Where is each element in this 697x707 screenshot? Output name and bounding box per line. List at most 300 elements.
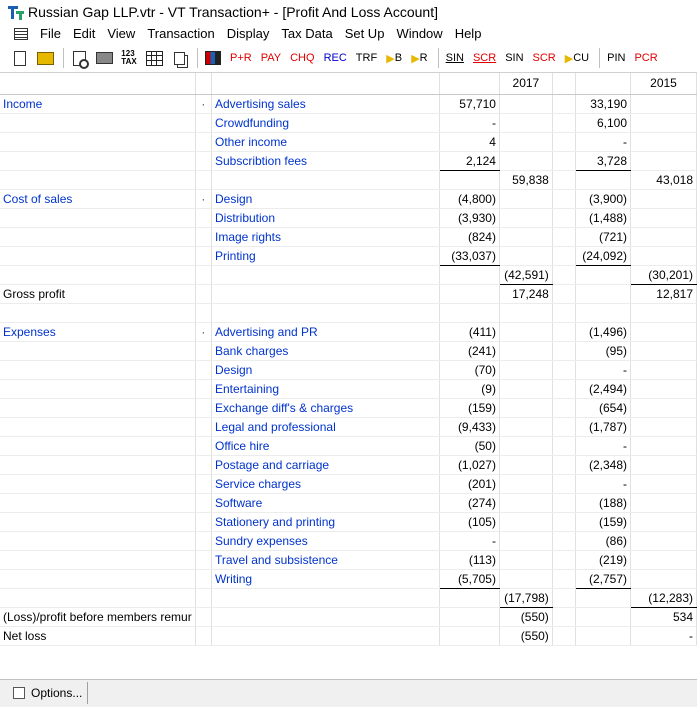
header-blank — [195, 73, 211, 94]
prior-value-detail — [575, 284, 630, 303]
transfer-button[interactable]: TRF — [355, 52, 378, 64]
account-name — [211, 265, 439, 284]
menu-edit[interactable]: Edit — [72, 26, 96, 41]
prior-value-detail: (2,348) — [575, 455, 630, 474]
section-label — [0, 455, 195, 474]
expand-marker: · — [195, 322, 211, 341]
table-row[interactable] — [0, 151, 697, 170]
current-value-detail: (411) — [440, 322, 500, 341]
current-value-total — [499, 493, 552, 512]
prior-value-total — [631, 512, 697, 531]
current-value-detail: (105) — [440, 512, 500, 531]
prior-value-detail: (219) — [575, 550, 630, 569]
tax-button[interactable] — [118, 47, 140, 69]
prior-value-detail: (1,496) — [575, 322, 630, 341]
header-blank — [0, 73, 195, 94]
current-value-total — [499, 436, 552, 455]
account-name[interactable]: Entertaining — [211, 379, 439, 398]
menu-view[interactable]: View — [107, 26, 136, 41]
toolbar-separator — [599, 48, 600, 68]
current-value-detail: (9) — [440, 379, 500, 398]
account-name[interactable]: Bank charges — [211, 341, 439, 360]
menu-help[interactable]: Help — [454, 26, 482, 41]
current-value-detail: (274) — [440, 493, 500, 512]
sales-credit-u-button[interactable]: SCR — [472, 52, 497, 64]
new-document-button[interactable] — [9, 47, 31, 69]
expand-marker — [195, 246, 211, 265]
expand-marker — [195, 227, 211, 246]
account-name — [211, 170, 439, 189]
prior-value-total — [631, 94, 697, 113]
app-logo-icon — [8, 4, 24, 20]
spacer-cell — [552, 626, 575, 645]
toolbar — [0, 44, 697, 73]
spacer-cell — [552, 341, 575, 360]
current-value-detail — [440, 607, 500, 626]
prior-value-total: (12,283) — [631, 588, 697, 607]
spacer-cell — [552, 512, 575, 531]
current-value-detail: (9,433) — [440, 417, 500, 436]
current-value-detail: (159) — [440, 398, 500, 417]
current-value-detail — [440, 626, 500, 645]
table-row[interactable] — [0, 227, 697, 246]
cheque-button[interactable]: CHQ — [290, 52, 315, 64]
prior-value-total — [631, 227, 697, 246]
table-row[interactable] — [0, 398, 697, 417]
current-value-total — [499, 550, 552, 569]
prior-value-total — [631, 474, 697, 493]
account-name[interactable]: Advertising sales — [211, 94, 439, 113]
section-label — [0, 550, 195, 569]
prior-value-detail — [575, 170, 630, 189]
section-label — [0, 113, 195, 132]
expand-marker — [195, 132, 211, 151]
current-value-total — [499, 132, 552, 151]
prior-value-total — [631, 303, 697, 322]
section-label — [0, 474, 195, 493]
expand-marker — [195, 493, 211, 512]
tax-icon: 123 TAX — [121, 49, 137, 66]
section-label — [0, 493, 195, 512]
customer-folder-icon: ▶ — [564, 52, 574, 65]
prior-value-total — [631, 132, 697, 151]
prior-value-detail: 33,190 — [575, 94, 630, 113]
spacer-cell — [552, 379, 575, 398]
account-name[interactable]: Advertising and PR — [211, 322, 439, 341]
prior-value-detail: (1,488) — [575, 208, 630, 227]
spacer-cell — [552, 246, 575, 265]
section-label — [0, 569, 195, 588]
copy-icon — [174, 52, 185, 65]
table-row[interactable] — [0, 550, 697, 569]
document-menu-icon[interactable] — [14, 28, 28, 40]
table-row[interactable] — [0, 246, 697, 265]
expand-marker — [195, 265, 211, 284]
prior-value-detail: 6,100 — [575, 113, 630, 132]
table-row[interactable] — [0, 265, 697, 284]
spacer-cell — [552, 170, 575, 189]
section-label — [0, 531, 195, 550]
options-button[interactable] — [3, 682, 88, 704]
table-row[interactable] — [0, 531, 697, 550]
table-row[interactable] — [0, 341, 697, 360]
menu-bar — [0, 24, 697, 43]
spacer-cell — [552, 455, 575, 474]
table-row[interactable] — [0, 512, 697, 531]
current-value-detail — [440, 588, 500, 607]
table-row[interactable] — [0, 132, 697, 151]
expand-marker — [195, 474, 211, 493]
current-value-total — [499, 227, 552, 246]
spacer-cell — [552, 189, 575, 208]
print-preview-icon — [73, 51, 86, 66]
table-row[interactable] — [0, 303, 697, 322]
prior-value-total — [631, 208, 697, 227]
current-value-total — [499, 474, 552, 493]
section-label — [0, 246, 195, 265]
status-bar — [0, 679, 697, 707]
sales-invoice-button[interactable]: SIN — [505, 52, 524, 64]
prior-value-total — [631, 151, 697, 170]
menu-display[interactable]: Display — [226, 26, 270, 41]
pay-button[interactable]: PAY — [260, 52, 282, 64]
prior-value-total — [631, 569, 697, 588]
table-row[interactable] — [0, 189, 697, 208]
account-name[interactable]: Subscribtion fees — [211, 151, 439, 170]
table-row[interactable] — [0, 170, 697, 189]
bank-folder-icon: ▶ — [411, 52, 420, 65]
current-value-detail — [440, 265, 500, 284]
current-value-detail: (33,037) — [440, 246, 500, 265]
prior-value-total — [631, 436, 697, 455]
expand-marker: · — [195, 94, 211, 113]
expand-marker — [195, 588, 211, 607]
prior-value-total: 43,018 — [631, 170, 697, 189]
current-value-total: 59,838 — [499, 170, 552, 189]
spacer-cell — [552, 303, 575, 322]
prior-value-total — [631, 379, 697, 398]
section-label — [0, 512, 195, 531]
current-value-total: (17,798) — [499, 588, 552, 607]
expand-marker — [195, 151, 211, 170]
table-row[interactable] — [0, 493, 697, 512]
current-value-total — [499, 113, 552, 132]
header-blank — [211, 73, 439, 94]
current-value-detail — [440, 284, 500, 303]
current-value-total — [499, 360, 552, 379]
sales-invoice-u-button[interactable]: SIN — [445, 52, 464, 64]
prior-value-detail: (2,494) — [575, 379, 630, 398]
prior-value-detail — [575, 626, 630, 645]
current-value-total — [499, 398, 552, 417]
current-value-total — [499, 379, 552, 398]
current-value-detail: 4 — [440, 132, 500, 151]
title-bar — [0, 0, 697, 24]
prior-value-detail — [575, 265, 630, 284]
open-folder-icon — [37, 52, 54, 65]
grid-icon — [146, 51, 163, 66]
prior-value-detail: (654) — [575, 398, 630, 417]
section-label: Expenses — [0, 322, 195, 341]
current-year-header: 2017 — [499, 73, 552, 94]
prior-value-total: 12,817 — [631, 284, 697, 303]
new-document-icon — [14, 51, 26, 66]
prior-value-detail: (159) — [575, 512, 630, 531]
expand-marker — [195, 170, 211, 189]
receipt-button[interactable]: REC — [323, 52, 347, 64]
current-value-total — [499, 94, 552, 113]
current-value-total — [499, 512, 552, 531]
prior-value-total — [631, 455, 697, 474]
prior-value-total — [631, 398, 697, 417]
account-name[interactable]: Service charges — [211, 474, 439, 493]
prior-value-total — [631, 341, 697, 360]
current-value-detail: (1,027) — [440, 455, 500, 474]
expand-marker — [195, 550, 211, 569]
copy-button[interactable] — [168, 47, 190, 69]
current-value-detail — [440, 303, 500, 322]
current-value-total — [499, 151, 552, 170]
account-name[interactable]: Software — [211, 493, 439, 512]
menu-file[interactable]: File — [40, 26, 61, 41]
table-row[interactable] — [0, 379, 697, 398]
account-name[interactable]: Printing — [211, 246, 439, 265]
account-name[interactable]: Postage and carriage — [211, 455, 439, 474]
section-label — [0, 379, 195, 398]
spacer-cell — [552, 151, 575, 170]
table-row[interactable] — [0, 569, 697, 588]
spacer-cell — [552, 398, 575, 417]
current-value-total — [499, 569, 552, 588]
print-button[interactable] — [93, 47, 115, 69]
prior-value-total — [631, 189, 697, 208]
table-row[interactable] — [0, 94, 697, 113]
expand-marker — [195, 626, 211, 645]
prior-value-detail — [575, 588, 630, 607]
menu-transaction[interactable]: Transaction — [147, 26, 215, 41]
section-label — [0, 265, 195, 284]
purchase-invoice-button[interactable]: PIN — [607, 52, 626, 64]
spacer-cell — [552, 474, 575, 493]
section-label: Net loss — [0, 626, 195, 645]
spacer-cell — [552, 493, 575, 512]
table-row[interactable] — [0, 360, 697, 379]
current-value-detail: (5,705) — [440, 569, 500, 588]
account-name[interactable]: Writing — [211, 569, 439, 588]
section-label: (Loss)/profit before members remur — [0, 607, 195, 626]
prior-value-detail: (24,092) — [575, 246, 630, 265]
current-value-detail: 57,710 — [440, 94, 500, 113]
table-row[interactable] — [0, 284, 697, 303]
prior-value-detail: (86) — [575, 531, 630, 550]
profit-and-loss-grid[interactable] — [0, 73, 697, 678]
options-checkbox[interactable] — [13, 687, 25, 699]
section-label — [0, 417, 195, 436]
prior-value-total — [631, 417, 697, 436]
account-name[interactable]: Sundry expenses — [211, 531, 439, 550]
prior-value-total — [631, 531, 697, 550]
expand-marker — [195, 360, 211, 379]
colour-grid-button[interactable] — [202, 47, 224, 69]
current-value-total — [499, 246, 552, 265]
account-name[interactable]: Legal and professional — [211, 417, 439, 436]
table-row[interactable] — [0, 474, 697, 493]
grid-view-button[interactable] — [143, 47, 165, 69]
current-value-detail: (201) — [440, 474, 500, 493]
profit-and-loss-table — [0, 73, 697, 646]
colour-grid-icon — [205, 51, 221, 65]
current-value-detail: (824) — [440, 227, 500, 246]
table-row[interactable] — [0, 208, 697, 227]
options-label: Options... — [31, 686, 83, 700]
prior-value-total — [631, 493, 697, 512]
bank-folder-icon: ▶ — [386, 52, 395, 65]
account-name — [211, 588, 439, 607]
section-label: Cost of sales — [0, 189, 195, 208]
section-label — [0, 132, 195, 151]
account-name[interactable]: Other income — [211, 132, 439, 151]
table-row[interactable] — [0, 455, 697, 474]
expand-marker — [195, 341, 211, 360]
expand-marker — [195, 512, 211, 531]
spacer-cell — [552, 94, 575, 113]
expand-marker — [195, 569, 211, 588]
current-value-detail: (241) — [440, 341, 500, 360]
table-row[interactable] — [0, 588, 697, 607]
payment-receipt-button[interactable]: P+R — [230, 52, 252, 64]
section-label: Gross profit — [0, 284, 195, 303]
spacer-cell — [552, 569, 575, 588]
current-value-detail: (113) — [440, 550, 500, 569]
section-label — [0, 227, 195, 246]
expand-marker — [195, 436, 211, 455]
spacer-cell — [552, 436, 575, 455]
table-row[interactable] — [0, 626, 697, 645]
prior-value-detail — [575, 607, 630, 626]
menu-tax-data[interactable]: Tax Data — [281, 26, 333, 41]
bank-b-button[interactable]: ▶ B — [386, 52, 403, 65]
account-name[interactable]: Travel and subsistence — [211, 550, 439, 569]
print-preview-button[interactable] — [68, 47, 90, 69]
account-name[interactable]: Stationery and printing — [211, 512, 439, 531]
prior-value-total — [631, 360, 697, 379]
expand-marker — [195, 455, 211, 474]
current-value-total — [499, 208, 552, 227]
prior-year-header: 2015 — [631, 73, 697, 94]
sales-credit-button[interactable]: SCR — [532, 52, 556, 64]
expand-marker — [195, 208, 211, 227]
spacer-cell — [552, 265, 575, 284]
account-name — [211, 626, 439, 645]
prior-value-detail: 3,728 — [575, 151, 630, 170]
section-label — [0, 588, 195, 607]
current-value-total — [499, 417, 552, 436]
customer-button[interactable]: ▶ CU — [564, 52, 590, 65]
expand-marker — [195, 607, 211, 626]
account-name — [211, 284, 439, 303]
prior-value-total: (30,201) — [631, 265, 697, 284]
section-label: Income — [0, 94, 195, 113]
table-row[interactable] — [0, 436, 697, 455]
table-row[interactable] — [0, 417, 697, 436]
open-folder-button[interactable] — [34, 47, 56, 69]
current-value-total: 17,248 — [499, 284, 552, 303]
printer-icon — [96, 52, 113, 64]
prior-value-detail: (188) — [575, 493, 630, 512]
current-value-total — [499, 322, 552, 341]
expand-marker — [195, 417, 211, 436]
expand-marker — [195, 284, 211, 303]
current-value-detail: - — [440, 113, 500, 132]
spacer-cell — [552, 360, 575, 379]
current-value-detail: (70) — [440, 360, 500, 379]
prior-value-detail: - — [575, 474, 630, 493]
table-row[interactable] — [0, 322, 697, 341]
prior-value-detail: (1,787) — [575, 417, 630, 436]
header-blank — [552, 73, 575, 94]
prior-value-total: 534 — [631, 607, 697, 626]
purchase-credit-button[interactable]: PCR — [634, 52, 658, 64]
current-value-total — [499, 303, 552, 322]
account-name[interactable]: Exchange diff's & charges — [211, 398, 439, 417]
spacer-cell — [552, 208, 575, 227]
account-name[interactable]: Design — [211, 360, 439, 379]
account-name[interactable]: Crowdfunding — [211, 113, 439, 132]
current-value-total: (42,591) — [499, 265, 552, 284]
section-label — [0, 170, 195, 189]
menu-window[interactable]: Window — [396, 26, 443, 41]
section-label — [0, 436, 195, 455]
expand-marker — [195, 398, 211, 417]
prior-value-total — [631, 113, 697, 132]
account-name[interactable]: Image rights — [211, 227, 439, 246]
prior-value-detail: - — [575, 360, 630, 379]
prior-value-detail: - — [575, 436, 630, 455]
section-label — [0, 341, 195, 360]
window-title: Russian Gap LLP.vtr - VT Transaction+ - [Profit And Loss Account] — [28, 4, 438, 20]
expand-marker — [195, 303, 211, 322]
table-row[interactable] — [0, 113, 697, 132]
prior-value-detail: (2,757) — [575, 569, 630, 588]
current-value-total — [499, 341, 552, 360]
account-name[interactable]: Office hire — [211, 436, 439, 455]
current-value-total — [499, 531, 552, 550]
account-name[interactable]: Design — [211, 189, 439, 208]
header-blank — [575, 73, 630, 94]
prior-value-total — [631, 322, 697, 341]
prior-value-detail — [575, 303, 630, 322]
toolbar-separator — [438, 48, 439, 68]
prior-value-total — [631, 246, 697, 265]
table-row[interactable] — [0, 607, 697, 626]
prior-value-detail: - — [575, 132, 630, 151]
spacer-cell — [552, 227, 575, 246]
current-value-total — [499, 455, 552, 474]
current-value-detail: 2,124 — [440, 151, 500, 170]
account-name[interactable]: Distribution — [211, 208, 439, 227]
year-header-row — [0, 73, 697, 94]
spacer-cell — [552, 607, 575, 626]
prior-value-total: - — [631, 626, 697, 645]
bank-r-button[interactable]: ▶ R — [411, 52, 428, 65]
toolbar-separator — [63, 48, 64, 68]
menu-set-up[interactable]: Set Up — [344, 26, 385, 41]
spacer-cell — [552, 322, 575, 341]
current-value-detail: (50) — [440, 436, 500, 455]
prior-value-detail: (3,900) — [575, 189, 630, 208]
expand-marker — [195, 113, 211, 132]
account-name — [211, 303, 439, 322]
